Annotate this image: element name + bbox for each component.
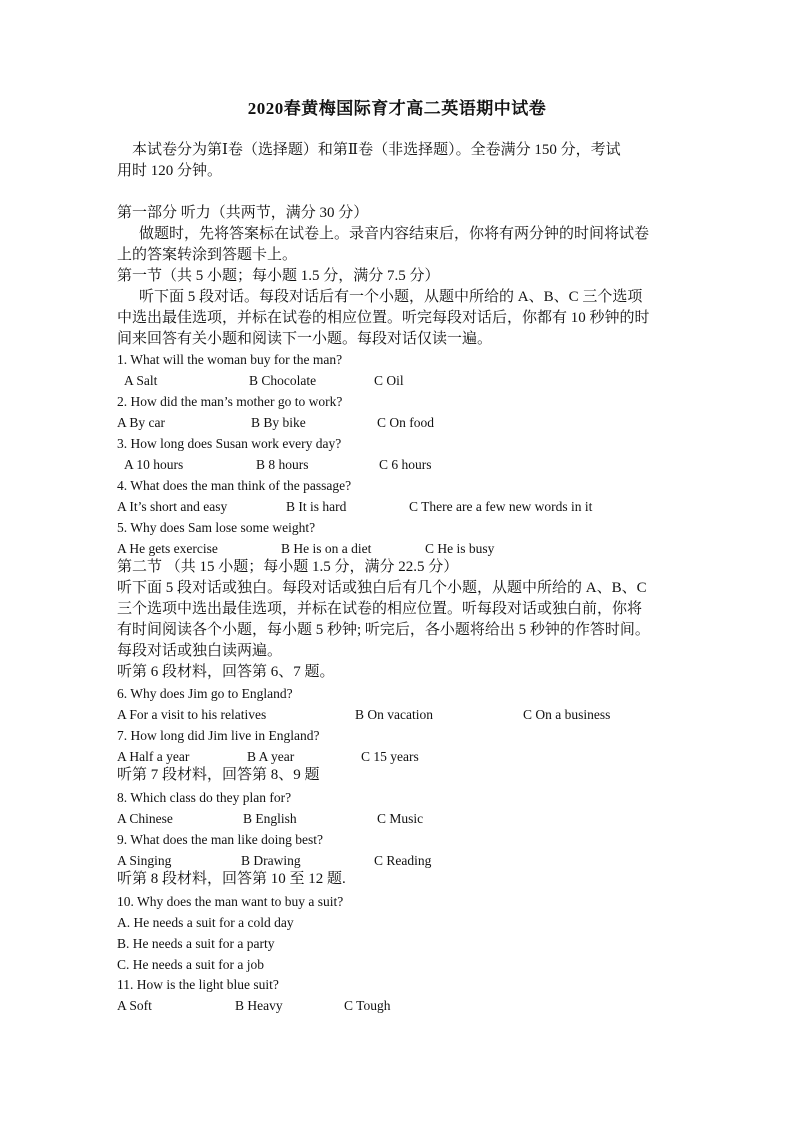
option-1a: A Salt <box>124 373 158 388</box>
question-11: 11. How is the light blue suit? <box>117 977 279 992</box>
section2-block <box>117 557 682 683</box>
option-3b: B 8 hours <box>256 457 309 472</box>
part1-instruction: 上的答案转涂到答题卡上。 <box>117 247 298 263</box>
option-7b: B A year <box>247 749 295 764</box>
section1-instruction: 间来回答有关小题和阅读下一小题。每段对话仅读一遍。 <box>117 331 493 347</box>
option-11c: C Tough <box>344 998 391 1013</box>
section2-instruction: 三个选项中选出最佳选项，并标在试卷的相应位置。听每段对话或独白前，你将 <box>117 601 643 617</box>
option-4b: B It is hard <box>286 499 347 514</box>
option-5a: A He gets exercise <box>117 541 218 556</box>
section1-heading: 第一节（共 5 小题；每小题 1.5 分，满分 7.5 分） <box>117 268 440 284</box>
question-2: 2. How did the man’s mother go to work? <box>117 394 343 409</box>
option-2c: C On food <box>377 415 434 430</box>
exam-title: 2020春黄梅国际育才高二英语期中试卷 <box>247 99 547 118</box>
option-1c: C Oil <box>374 373 404 388</box>
question-6: 6. Why does Jim go to England? <box>117 686 293 701</box>
option-8a: A Chinese <box>117 811 173 826</box>
material-6-heading: 听第 6 段材料，回答第 6、7 题。 <box>117 664 335 680</box>
question-8: 8. Which class do they plan for? <box>117 790 292 805</box>
option-6b: B On vacation <box>355 707 433 722</box>
section1-instruction: 中选出最佳选项，并标在试卷的相应位置。听完每段对话后，你都有 10 秒钟的时 <box>117 310 650 326</box>
section2-instruction: 有时间阅读各个小题，每小题 5 秒钟; 听完后，各小题将给出 5 秒钟的作答时间。 <box>117 622 650 638</box>
option-6a: A For a visit to his relatives <box>117 707 267 722</box>
part1-heading: 第一部分 听力（共两节，满分 30 分） <box>117 205 369 221</box>
option-10a: A. He needs a suit for a cold day <box>117 915 294 930</box>
material-8-block <box>117 869 682 890</box>
question-1: 1. What will the woman buy for the man? <box>117 352 343 367</box>
section2-heading: 第二节 （共 15 小题；每小题 1.5 分，满分 22.5 分） <box>117 559 459 575</box>
option-1b: B Chocolate <box>249 373 317 388</box>
option-7c: C 15 years <box>361 749 419 764</box>
option-9a: A Singing <box>117 853 172 868</box>
question-10: 10. Why does the man want to buy a suit? <box>117 894 344 909</box>
option-6c: C On a business <box>523 707 611 722</box>
section2-instruction: 听下面 5 段对话或独白。每段对话或独白后有几个小题，从题中所给的 A、B、C <box>117 580 647 596</box>
option-8b: B English <box>243 811 297 826</box>
part1-instruction: 做题时，先将答案标在试卷上。录音内容结束后，你将有两分钟的时间将试卷 <box>139 226 650 242</box>
part1-block <box>117 203 682 350</box>
question-7: 7. How long did Jim live in England? <box>117 728 320 743</box>
option-2b: B By bike <box>251 415 306 430</box>
section1-instruction: 听下面 5 段对话。每段对话后有一个小题，从题中所给的 A、B、C 三个选项 <box>139 289 643 305</box>
option-8c: C Music <box>377 811 424 826</box>
question-9: 9. What does the man like doing best? <box>117 832 323 847</box>
option-4a: A It’s short and easy <box>117 499 228 514</box>
intro-line: 本试卷分为第Ⅰ卷（选择题）和第Ⅱ卷（非选择题）。全卷满分 150 分，考试 <box>132 142 621 158</box>
option-3c: C 6 hours <box>379 457 432 472</box>
option-10b: B. He needs a suit for a party <box>117 936 275 951</box>
option-9c: C Reading <box>374 853 432 868</box>
option-5c: C He is busy <box>425 541 495 556</box>
material-7-heading: 听第 7 段材料，回答第 8、9 题 <box>117 767 320 783</box>
section2-instruction: 每段对话或独白读两遍。 <box>117 643 283 659</box>
option-10c: C. He needs a suit for a job <box>117 957 264 972</box>
option-7a: A Half a year <box>117 749 190 764</box>
intro-paragraph <box>117 140 682 182</box>
option-11a: A Soft <box>117 998 152 1013</box>
option-2a: A By car <box>117 415 165 430</box>
option-5b: B He is on a diet <box>281 541 372 556</box>
material-7-block <box>117 765 682 786</box>
question-3: 3. How long does Susan work every day? <box>117 436 342 451</box>
option-3a: A 10 hours <box>124 457 184 472</box>
option-9b: B Drawing <box>241 853 301 868</box>
option-11b: B Heavy <box>235 998 283 1013</box>
option-4c: C There are a few new words in it <box>409 499 593 514</box>
question-4: 4. What does the man think of the passage? <box>117 478 352 493</box>
intro-line: 用时 120 分钟。 <box>117 163 223 179</box>
question-5: 5. Why does Sam lose some weight? <box>117 520 316 535</box>
material-8-heading: 听第 8 段材料，回答第 10 至 12 题. <box>117 871 346 887</box>
